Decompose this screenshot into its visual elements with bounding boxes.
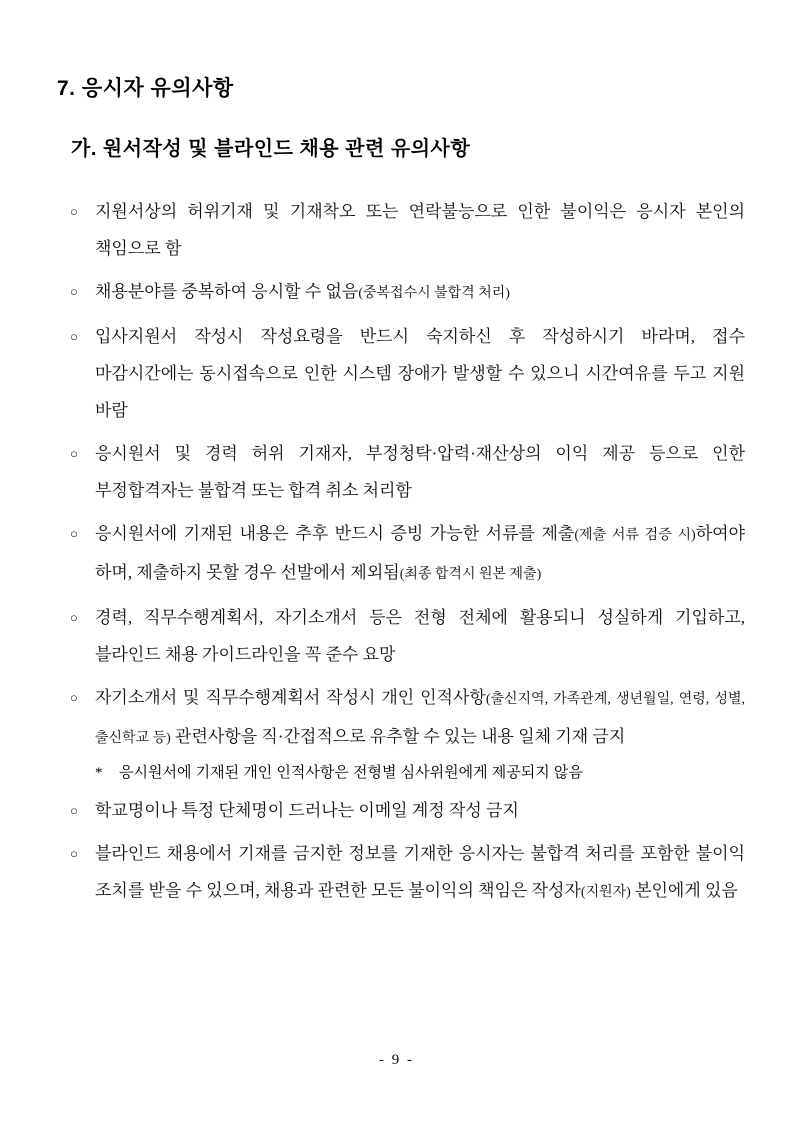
bullet-marker: ○ [70, 690, 78, 705]
bullet-marker: ○ [70, 846, 78, 861]
notice-item [57, 273, 745, 312]
notice-text [95, 318, 745, 429]
text-segment: 채용분야를 중복하여 응시할 수 없음 [95, 282, 359, 301]
notice-text [95, 792, 745, 829]
text-segment: 입사지원서 작성시 작성요령을 반드시 숙지하신 후 작성하시기 바라며, 접수 마감시간에는 동시접속으로 인한 시스템 장애가 발생할 수 있으니 시간여유를 두고 지원 바람 [95, 327, 745, 420]
text-segment: (지원자) [580, 885, 631, 900]
bullet-marker: ○ [70, 329, 78, 344]
notice-text [95, 679, 745, 786]
section-title: 7. 응시자 유의사항 [57, 77, 234, 100]
note-line [95, 760, 745, 786]
notice-item [57, 318, 745, 429]
notice-text [95, 515, 745, 593]
notice-item [57, 679, 745, 786]
notice-item [57, 792, 745, 829]
notice-item [57, 835, 745, 911]
text-segment: 블라인드 채용에서 기재를 금지한 정보를 기재한 응시자는 불합격 처리를 포함한 불이익 조치를 받을 수 있으며, 채용과 관련한 모든 불이익의 책임은 작성자 [95, 844, 745, 900]
bullet-marker: ○ [70, 204, 78, 219]
text-segment: 본인에게 있음 [630, 881, 738, 900]
note-text: 응시원서에 기재된 개인 인적사항은 전형별 심사위원에게 제공되지 않음 [119, 764, 583, 781]
text-segment: (중복접수시 불합격 처리) [358, 286, 510, 301]
text-segment: 학교명이나 특정 단체명이 드러나는 이메일 계정 작성 금지 [95, 801, 519, 820]
text-segment: (출신지역, 가족관계, 생년월일, 연령, 성별, 출신학교 등) [95, 692, 745, 746]
page-number: - 9 - [379, 1052, 414, 1068]
notice-list [57, 193, 745, 911]
text-segment: (최종 합격시 원본 제출) [399, 567, 542, 582]
text-segment: 지원서상의 허위기재 및 기재착오 또는 연락불능으로 인한 불이익은 응시자 본인의 책임으로 함 [95, 202, 745, 258]
notice-text [95, 435, 745, 509]
notice-text [95, 599, 745, 673]
text-segment: 하여야 하며, 제출하지 못할 경우 선발에서 제외됨 [95, 524, 745, 582]
bullet-marker: ○ [70, 610, 78, 625]
bullet-marker: ○ [70, 446, 78, 461]
notice-text [95, 193, 745, 267]
note-marker: * [95, 765, 103, 781]
bullet-marker: ○ [70, 284, 78, 299]
notice-item [57, 599, 745, 673]
text-segment: 자기소개서 및 직무수행계획서 작성시 개인 인적사항 [95, 688, 486, 707]
text-segment: 응시원서에 기재된 내용은 추후 반드시 증빙 가능한 서류를 제출 [95, 524, 575, 543]
text-segment: 응시원서 및 경력 허위 기재자, 부정청탁·압력·재산상의 이익 제공 등으로 인한 부정합격자는 불합격 또는 합격 취소 처리함 [95, 444, 745, 500]
text-segment: 관련사항을 직·간접적으로 유추할 수 있는 내용 일체 기재 금지 [170, 727, 626, 746]
notice-item [57, 515, 745, 593]
bullet-marker: ○ [70, 803, 78, 818]
text-segment: 경력, 직무수행계획서, 자기소개서 등은 전형 전체에 활용되니 성실하게 기입하고, 블라인드 채용 가이드라인을 꼭 준수 요망 [95, 608, 745, 664]
bullet-marker: ○ [70, 526, 78, 541]
notice-item [57, 193, 745, 267]
text-segment: (제출 서류 검증 시) [574, 528, 696, 543]
notice-text [95, 273, 745, 312]
notice-text [95, 835, 745, 911]
subsection-title: 가. 원서작성 및 블라인드 채용 관련 유의사항 [71, 138, 471, 160]
notice-item [57, 435, 745, 509]
